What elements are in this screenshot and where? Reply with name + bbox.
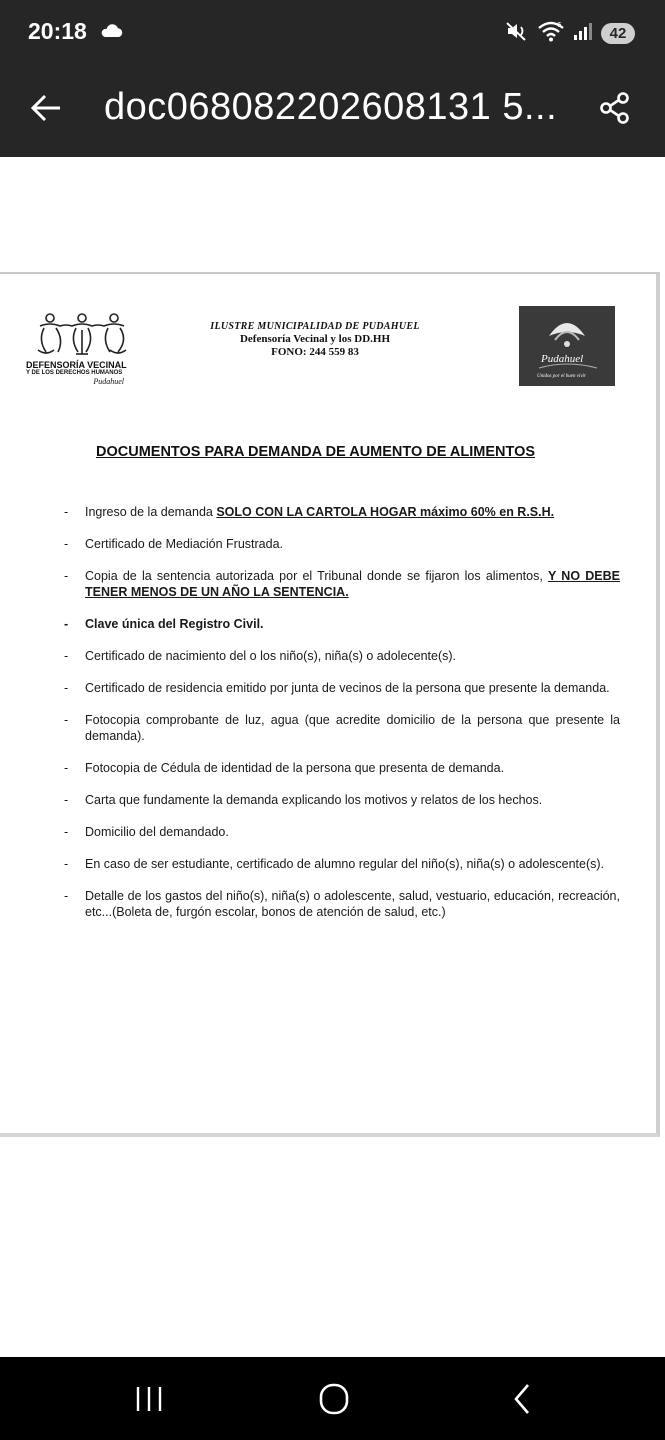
requirement-item <box>60 824 620 840</box>
requirement-item <box>60 616 620 632</box>
requirement-item <box>60 856 620 872</box>
requirement-item <box>60 680 620 696</box>
requirement-emphasis: SOLO CON LA CARTOLA HOGAR máximo 60% en R.S.H. <box>216 505 555 519</box>
requirements-list <box>60 504 620 936</box>
list-dash: - <box>64 713 69 727</box>
requirement-item <box>60 648 620 664</box>
mute-vibrate-icon <box>505 20 529 47</box>
navigation-bar <box>0 1357 665 1440</box>
list-dash: - <box>64 761 69 775</box>
phone-number: FONO: 244 559 83 <box>271 346 359 358</box>
requirement-text: Certificado de Mediación Frustrada. <box>85 537 284 551</box>
list-dash: - <box>64 857 69 871</box>
cloud-icon <box>100 24 124 43</box>
requirement-text: Ingreso de la demanda <box>85 505 217 519</box>
municipality-header <box>180 320 450 359</box>
requirement-text: Detalle de los gastos del niño(s), niña(s) o adolescente, salud, vestuario, educación, recreación, etc...(Boleta de, furgón escolar, bonos de atención de salud, etc.) <box>85 889 620 919</box>
requirement-item <box>60 792 620 808</box>
requirement-item <box>60 504 620 520</box>
list-dash: - <box>64 793 69 807</box>
status-icons <box>505 20 635 47</box>
status-bar <box>0 0 665 64</box>
pudahuel-logo <box>519 306 615 386</box>
list-dash: - <box>64 505 69 519</box>
app-bar <box>0 64 665 157</box>
battery-icon: 42 <box>601 23 635 44</box>
requirement-item <box>60 536 620 552</box>
department-name: Defensoría Vecinal y los DD.HH <box>239 333 391 345</box>
recents-icon <box>128 1379 172 1419</box>
signal-icon <box>573 21 593 46</box>
document-title: doc068082202608131 5... <box>104 86 558 128</box>
status-time: 20:18 <box>28 18 87 44</box>
list-dash: - <box>64 649 69 663</box>
list-dash: - <box>64 825 69 839</box>
requirement-item <box>60 888 620 920</box>
requirement-text: Copia de la sentencia autorizada por el Tribunal donde se fijaron los alimentos, <box>85 569 548 583</box>
requirement-text: Fotocopia comprobante de luz, agua (que acredite domicilio de la persona que presente la demanda). <box>85 713 620 743</box>
org-signature: Pudahuel <box>93 377 124 386</box>
wifi-icon <box>537 20 565 47</box>
requirement-text: Fotocopia de Cédula de identidad de la persona que presenta de demanda. <box>85 761 505 775</box>
svg-text:6: 6 <box>557 21 562 29</box>
home-button[interactable] <box>312 1379 356 1419</box>
list-dash: - <box>64 569 69 583</box>
recents-button[interactable] <box>128 1379 172 1419</box>
pudahuel-slogan: Unidos por el buen vivir <box>537 374 586 379</box>
document-heading: DOCUMENTOS PARA DEMANDA DE AUMENTO DE ALIMENTOS <box>96 444 536 460</box>
requirement-text: Certificado de residencia emitido por junta de vecinos de la persona que presente la demanda. <box>85 681 610 695</box>
list-dash: - <box>64 617 69 631</box>
requirement-text: En caso de ser estudiante, certificado de alumno regular del niño(s), niña(s) o adolescente(s). <box>85 857 605 871</box>
requirement-text: Clave única del Registro Civil. <box>85 617 264 631</box>
org-subtitle: Y DE LOS DERECHOS HUMANOS <box>26 370 123 376</box>
back-chevron-icon <box>500 1379 544 1419</box>
requirement-item <box>60 760 620 776</box>
pudahuel-logo-name: Pudahuel <box>541 353 584 365</box>
requirement-item <box>60 568 620 600</box>
list-dash: - <box>64 889 69 903</box>
arrow-left-icon <box>28 90 64 126</box>
share-icon <box>597 90 633 126</box>
back-button[interactable] <box>28 90 68 130</box>
requirement-text: Carta que fundamente la demanda explicando los motivos y relatos de los hechos. <box>85 793 543 807</box>
home-icon <box>312 1379 356 1419</box>
requirement-item <box>60 712 620 744</box>
share-button[interactable] <box>597 90 637 130</box>
requirement-text: Certificado de nacimiento del o los niño(s), niña(s) o adolecente(s). <box>85 649 457 663</box>
people-scales-icon <box>32 312 132 358</box>
document-page[interactable] <box>0 272 660 1137</box>
municipality-name: ILUSTRE MUNICIPALIDAD DE PUDAHUEL <box>210 321 420 332</box>
requirement-emphasis: Y NO DEBE TENER MENOS DE UN AÑO LA SENTENCIA. <box>85 569 620 599</box>
document-viewer[interactable] <box>0 157 665 1357</box>
defensoria-logo <box>26 312 138 392</box>
list-dash: - <box>64 537 69 551</box>
org-name: DEFENSORÍA VECINAL <box>26 360 127 370</box>
nav-back-button[interactable] <box>500 1379 544 1419</box>
list-dash: - <box>64 681 69 695</box>
requirement-text: Domicilio del demandado. <box>85 825 229 839</box>
